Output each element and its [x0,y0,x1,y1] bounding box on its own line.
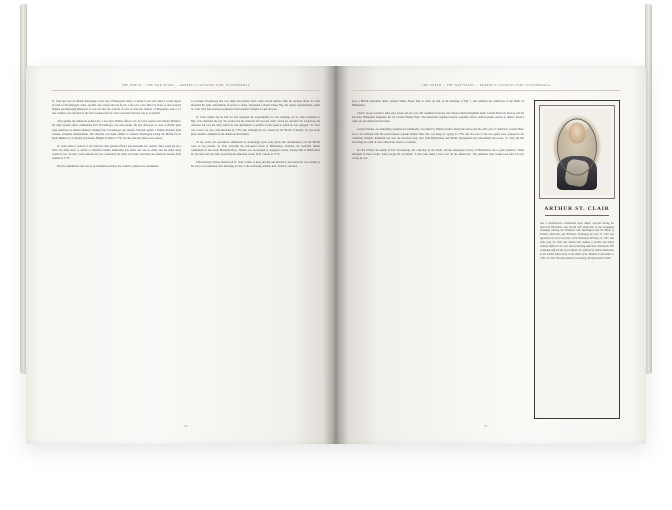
sidebar-divider [545,215,609,216]
paragraph: gave a British hard-hitter under General Simon Fraser time to catch up and, in the morning of July 7, this smashed the Americans at the Battle of Hubbardton. [352,100,524,108]
paragraph: Colonel Warner, an outstanding experienced commander, was killed by British soldiers during the retreat and the early part of collection. Colonel Hale, not to be confused with the noted famous Captain Nathan Hale who was hung for spying in 1776, and also one of the rear guard were captured in the confusion. Warner's Regiment lost near the retreated away, now from Hubbardton and further disorganized and discomfited the troops. St. Clair did this next thing he could do and ordered the retreat to continue. [352,128,524,144]
right-page [336,66,646,444]
right-page-column-1 [352,100,524,419]
paragraph: to evacuate Ticonderoga that very night and quickly move south toward Albany. With his decision made, St. Clair informed his other subordinates in person to share. Lieutenant Colonel Udney Hay, the deputy quartermaster, asked St. Clair if he had received permission from General Schuyler to quit the post. [191,100,320,112]
page-block-edge-right [645,4,652,374]
portrait-oval-border [557,118,597,175]
paragraph: At any event, the evacuation commenced as surprisingly good order given the circumstances, but the British were to lose pursuit. St. Clair conceded the rear-guard action at Hubbardton, Vermont, the tactically skilled commander of the Green Mountain Boys, Warner was encouraged to rearguard actions, buying time at Hubbardton for the main unit and later protecting the American retreat from Canada in 1776. [191,140,320,157]
sidebar-column [534,100,620,419]
paragraph: For the 8 Hale, the enemy of Fort Ticonderoga, the collection of the North, and the subsequent victory at Hubbardton, led to great jubilance. When informed of these events, King George III exclaimed, "I have beat them, I have beat all the Americans." The jubilance king would soon find out how wrong he was. [352,148,524,161]
paragraph: St. Clair also had an reliable knowledge of the way of Burgoyne's army, as whom it was said when it would appear in front of Ticonderoga's walls, seconds were raised and ran by his. Clair saw a few filled an hours to turn back by Indians encompassing Burgoyne. It was not that the severity of love of what the rampart of Burgoyne's years of a new soldiers was elevated by the fort's lookout that St. Clair concerned what he was to an uphold. [52,100,181,116]
sidebar-title: ARTHUR ST. CLAIR [544,206,610,212]
page-number-right: 85 [484,425,488,428]
biography-sidebar [534,100,620,419]
open-book [26,66,646,444]
paragraph: Shortly remembered and was in an untenable position, the council's opinion was unanimous: [57,165,159,169]
paragraph: Unfortunately, Warner Reinforced St. Clair's orders to keep moving and decided to lead down for the evening as his force was exhausted after marching all day to the sweltering summer heat. Warner's decision [191,161,320,169]
page-number-left: 84 [184,425,188,428]
paragraph: After getting the American position for a few days, British officers saw by force surprise that Mount Defiance, the high ground which commanded Fort Ticonderoga, was unoccupied. He had afternoon on July 4, British guns were emplaced on Mount Defiance making Fort Ticonderoga, the enemy's bulwark against a British invasion from Canada, evidently undefendable. The situation was made similar to General Washington facing the British forces made Bunker by occupying Dorchester Heights in March 1776, but this time the tables were turned. [52,120,181,140]
paragraph: Claire's troops reached a little after versus out-ran over still continued from the 11th Texas-Camden Regiment under Colonel Hancock Frances and his and New Hampshire Regiment led by Colonel Nathan Hale. The Americans regained several casualties before reinforcements arrived to deliver Fraser's ranks out the American line broke. [352,112,524,124]
paragraph: St. Clair replied that he had not and reiterated the responsibility he was assuming. As St. Clair explained to Hay, if he defended the fort "he would save his character but lose the army" and if he retreated "he would lose his character but save the army which he was determined to sacrifice in the name in which he was engaged." St. Clair was correct; he was court-martialed in 1778, and, although he was cleared by the Board of Inquiry, he was never given another command in the American Revolution. [191,116,320,136]
left-page-column-2 [191,100,320,419]
running-head-right: THE NORTH — THE WAR YEARS — ROBERT'S CAPTAINS FORT TICONDEROGA [352,84,620,91]
paragraph: St. Clair called a council of war with his other general officers and presented two options. They could put up a brave but futile show to satisfy or embattled enemy demanding that much and win in which case the entire army would be lost. Or they could abandon the fort, preserving the army and better protecting the American interest from Canada in 1776. [52,144,181,161]
sidebar-paragraph: was a Scottish-born Continental Army Major General during the American Revolution who served with distinction at the campaigns including winning the Delaware with Washington and the Battle of Trenton, Princeton, and Yorktown. Following the year St. Clair was appointed the first Governor of the Northwest Territory in 1787, that same year, St. Clair was named with leading a terrible and abject military defeat to his own most promising American settlements. His command suffered the worst defeat ever inflicted by Native Americans at the United States Army in the limits of the Wabash in December 4, 1791. St. Clair then presumed in Greensburg, Pennsylvania in 1818. [540,221,614,260]
arthur-st-clair-portrait [543,109,611,195]
portrait-frame [539,105,615,199]
sidebar-body [540,222,614,265]
running-head-left: THE NORTH — THE WAR YEARS — ROBERT'S CAPTAINS FORT TICONDEROGA [52,84,320,91]
left-page-column-1 [52,100,181,419]
left-page [26,66,336,444]
